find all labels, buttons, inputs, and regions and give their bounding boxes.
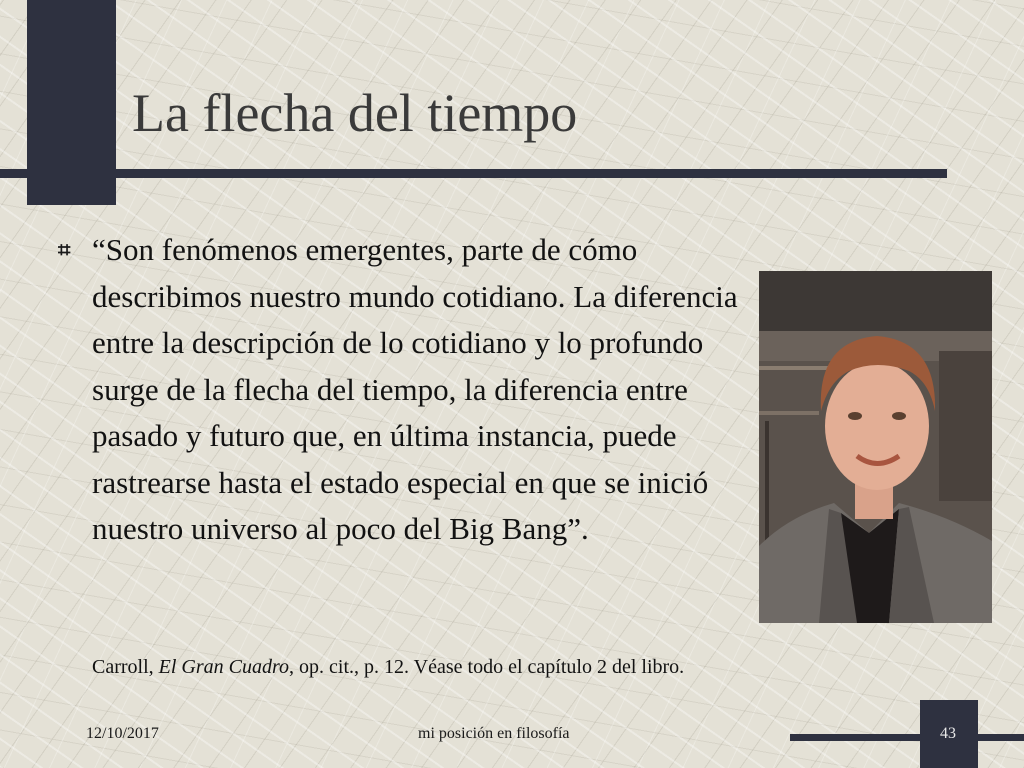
citation-book-title: El Gran Cuadro bbox=[158, 656, 290, 678]
hash-bullet-icon: ⌗ bbox=[58, 238, 71, 263]
citation bbox=[92, 652, 752, 682]
portrait-photo bbox=[759, 271, 992, 623]
quote-text: “Son fenómenos emergentes, parte de cómo describimos nuestro mundo cotidiano. La diferencia entre la descripción de lo cotidiano y lo profundo surge de la flecha del tiempo, la diferencia entre pasado y futuro que, en última instancia, puede rastrearse hasta el estado especial en que se inició nuestro universo al poco del Big Bang”. bbox=[92, 232, 738, 546]
footer-bar bbox=[790, 734, 1024, 741]
citation-details: , op. cit., p. 12. Véase todo el capítulo 2 del libro. bbox=[289, 656, 685, 678]
footer-date: 12/10/2017 bbox=[86, 725, 159, 742]
slide-number: 43 bbox=[940, 725, 956, 742]
title-underline-bar bbox=[0, 169, 947, 178]
citation-author: Carroll, bbox=[92, 656, 159, 678]
slide-title: La flecha del tiempo bbox=[132, 83, 578, 143]
footer-title: mi posición en filosofía bbox=[418, 725, 570, 742]
portrait-illustration bbox=[759, 271, 992, 623]
